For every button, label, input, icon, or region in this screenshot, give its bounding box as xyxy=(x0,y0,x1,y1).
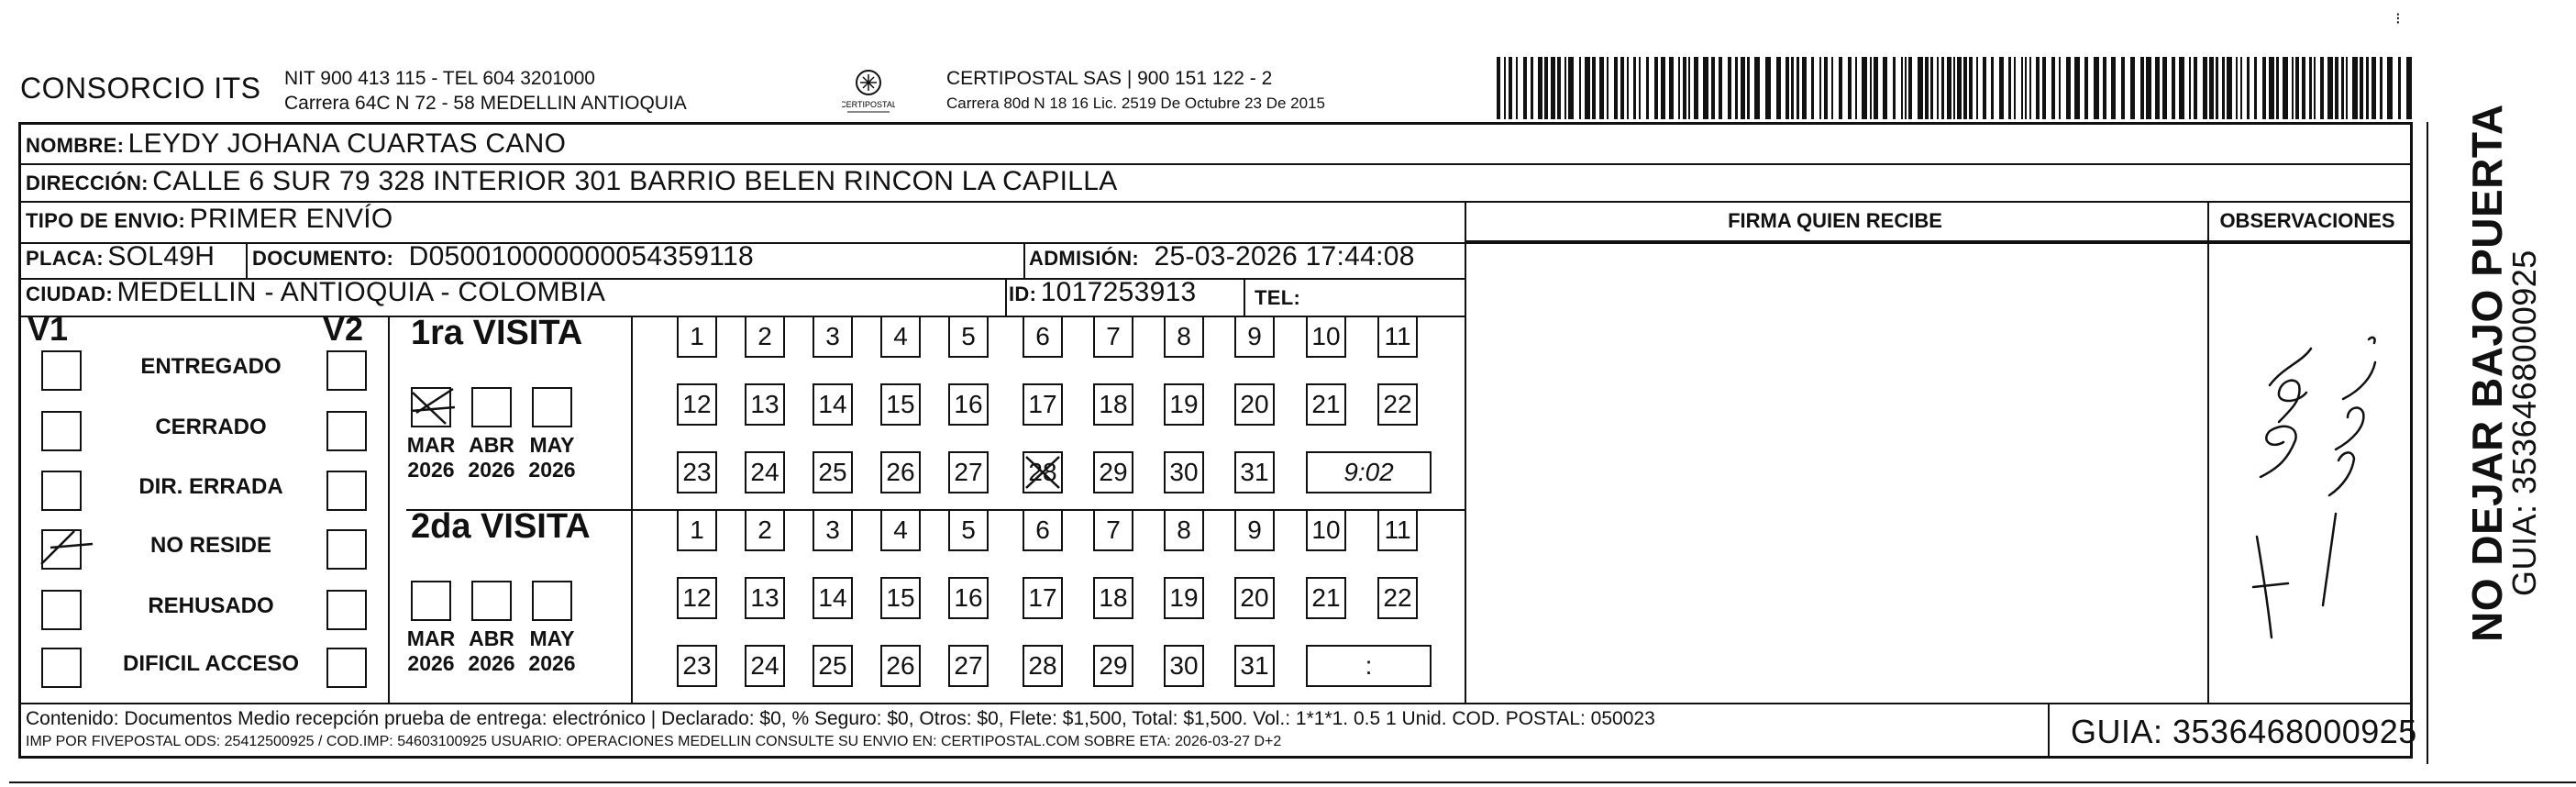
v1-checkbox[interactable] xyxy=(41,529,82,570)
day-box[interactable]: 30 xyxy=(1164,451,1204,493)
svg-text:CERTIPOSTAL: CERTIPOSTAL xyxy=(842,100,895,109)
v2-header: V2 xyxy=(323,310,364,348)
day-box[interactable]: 16 xyxy=(948,383,989,426)
day-box[interactable]: 20 xyxy=(1234,577,1275,619)
day-box[interactable]: 26 xyxy=(880,451,921,493)
day-box[interactable]: 12 xyxy=(677,577,717,619)
id-label: ID: xyxy=(1009,283,1037,305)
tel-label: TEL: xyxy=(1255,286,1301,309)
day-box[interactable]: 18 xyxy=(1093,383,1133,426)
day-box[interactable]: 22 xyxy=(1377,383,1418,426)
admision-field xyxy=(1029,241,1415,272)
company-nit: NIT 900 413 115 - TEL 604 3201000 xyxy=(284,68,595,89)
month-checkbox[interactable] xyxy=(532,387,572,427)
company-info xyxy=(284,66,687,116)
day-box[interactable]: 5 xyxy=(948,316,989,358)
day-box[interactable]: 12 xyxy=(677,383,717,426)
day-box[interactable]: 4 xyxy=(880,509,921,551)
ciudad-field xyxy=(26,277,605,308)
v2-checkbox[interactable] xyxy=(326,529,367,570)
placa-value: SOL49H xyxy=(107,241,216,272)
day-box[interactable]: 3 xyxy=(813,316,853,358)
placa-label: PLACA: xyxy=(26,247,104,270)
day-box[interactable]: 14 xyxy=(813,577,853,619)
tipo-envio-label: TIPO DE ENVIO: xyxy=(26,209,186,232)
month-label: MAR 2026 xyxy=(406,433,456,482)
day-box[interactable]: 2 xyxy=(745,509,785,551)
id-field xyxy=(1009,277,1197,308)
status-label: ENTREGADO xyxy=(140,354,282,379)
month-label: ABR 2026 xyxy=(468,626,515,675)
v1-checkbox[interactable] xyxy=(41,350,82,391)
corner-mark: ⁝ xyxy=(2395,9,2401,28)
company-address: Carrera 64C N 72 - 58 MEDELLIN ANTIOQUIA xyxy=(284,93,687,114)
cross-mark-icon xyxy=(1023,451,1063,493)
time-box[interactable]: 9:02 xyxy=(1306,451,1432,493)
nombre-label: NOMBRE: xyxy=(26,134,125,157)
side-guia: GUIA: 3536468000925 xyxy=(2505,249,2543,596)
ciudad-value: MEDELLIN - ANTIOQUIA - COLOMBIA xyxy=(116,277,606,307)
footer-contenido: Contenido: Documentos Medio recepción prueba de entrega: electrónico | Declarado: $0, % Seguro: $0, Otros: $0, Flete: $1,500, Total: $1,500. Vol.: 1*1*1. 0.5 1 Unid. COD. POSTAL: 050023 xyxy=(26,708,1655,729)
day-box[interactable]: 11 xyxy=(1377,316,1418,358)
day-box[interactable]: 7 xyxy=(1093,509,1133,551)
nombre-value: LEYDY JOHANA CUARTAS CANO xyxy=(127,128,567,159)
day-box[interactable]: 13 xyxy=(745,577,785,619)
time-box[interactable]: : xyxy=(1306,645,1432,687)
day-box[interactable]: 9 xyxy=(1234,316,1275,358)
month-checkbox[interactable] xyxy=(471,581,512,621)
day-box[interactable]: 1 xyxy=(677,316,717,358)
ciudad-label: CIUDAD: xyxy=(26,283,113,305)
visit-title: 2da VISITA xyxy=(411,507,591,546)
v1-checkbox[interactable] xyxy=(41,590,82,630)
day-box[interactable]: 30 xyxy=(1164,645,1204,687)
day-box[interactable]: 6 xyxy=(1023,316,1063,358)
status-label: CERRADO xyxy=(155,415,267,439)
postal-company-info xyxy=(946,66,1325,116)
day-box[interactable]: 23 xyxy=(677,451,717,493)
month-label: ABR 2026 xyxy=(468,433,515,482)
no-dejar-bajo-puerta: NO DEJAR BAJO PUERTA xyxy=(2463,104,2511,642)
day-box[interactable]: 17 xyxy=(1023,383,1063,426)
day-box[interactable]: 28 xyxy=(1023,451,1063,493)
documento-label: DOCUMENTO: xyxy=(252,247,394,270)
day-box[interactable]: 20 xyxy=(1234,383,1275,426)
tipo-envio-row xyxy=(26,204,393,235)
day-box[interactable]: 15 xyxy=(880,383,921,426)
admision-value: 25-03-2026 17:44:08 xyxy=(1154,241,1415,272)
day-box[interactable]: 13 xyxy=(745,383,785,426)
month-checkbox[interactable] xyxy=(471,387,512,427)
tipo-envio-value: PRIMER ENVÍO xyxy=(189,204,393,234)
day-box[interactable]: 5 xyxy=(948,509,989,551)
month-label: MAY 2026 xyxy=(528,626,576,675)
v2-checkbox[interactable] xyxy=(326,411,367,451)
day-box[interactable]: 16 xyxy=(948,577,989,619)
day-box[interactable]: 18 xyxy=(1093,577,1133,619)
day-box[interactable]: 19 xyxy=(1164,577,1204,619)
day-box[interactable]: 17 xyxy=(1023,577,1063,619)
nombre-row xyxy=(26,128,566,160)
day-box[interactable]: 27 xyxy=(948,645,989,687)
day-box[interactable]: 25 xyxy=(813,451,853,493)
day-box[interactable]: 14 xyxy=(813,383,853,426)
observaciones-header: OBSERVACIONES xyxy=(2219,209,2395,232)
month-checkbox[interactable] xyxy=(411,387,451,427)
tel-field xyxy=(1255,281,1300,312)
day-box[interactable]: 2 xyxy=(745,316,785,358)
check-mark-icon xyxy=(409,385,459,429)
firma-header: FIRMA QUIEN RECIBE xyxy=(1728,209,1942,232)
day-box[interactable]: 24 xyxy=(745,451,785,493)
v2-checkbox[interactable] xyxy=(326,471,367,511)
month-label: MAY 2026 xyxy=(528,433,576,482)
handwritten-observation xyxy=(2215,312,2398,651)
day-box[interactable]: 28 xyxy=(1023,645,1063,687)
postal-license: Carrera 80d N 18 16 Lic. 2519 De Octubre 23 De 2015 xyxy=(946,94,1325,112)
status-label: NO RESIDE xyxy=(149,533,272,558)
day-box[interactable]: 8 xyxy=(1164,316,1204,358)
barcode xyxy=(1497,57,2414,119)
check-mark-icon xyxy=(38,527,102,573)
day-box[interactable]: 8 xyxy=(1164,509,1204,551)
v2-checkbox[interactable] xyxy=(326,350,367,391)
visit-title: 1ra VISITA xyxy=(411,314,583,352)
documento-field xyxy=(252,241,754,272)
status-label: DIFICIL ACCESO xyxy=(122,651,299,676)
day-box[interactable]: 19 xyxy=(1164,383,1204,426)
admision-label: ADMISIÓN: xyxy=(1029,247,1140,270)
day-box[interactable]: 4 xyxy=(880,316,921,358)
day-box[interactable]: 3 xyxy=(813,509,853,551)
footer-guia: GUIA: 3536468000925 xyxy=(2071,713,2417,750)
v1-header: V1 xyxy=(28,310,69,348)
day-box[interactable]: 22 xyxy=(1377,577,1418,619)
day-box[interactable]: 10 xyxy=(1306,316,1346,358)
footer-imp: IMP POR FIVEPOSTAL ODS: 25412500925 / COD.IMP: 54603100925 USUARIO: OPERACIONES MEDELLIN CONSULTE SU ENVIO EN: CERTIPOSTAL.COM SOBRE ETA: 2026-03-27 D+2 xyxy=(26,734,1282,749)
status-label: DIR. ERRADA xyxy=(138,474,283,499)
day-box[interactable]: 29 xyxy=(1093,645,1133,687)
v2-checkbox[interactable] xyxy=(326,648,367,688)
day-box[interactable]: 6 xyxy=(1023,509,1063,551)
day-box[interactable]: 31 xyxy=(1234,645,1275,687)
month-label: MAR 2026 xyxy=(406,626,456,675)
v2-checkbox[interactable] xyxy=(326,590,367,630)
documento-value: D050010000000054359118 xyxy=(408,241,755,272)
day-box[interactable]: 26 xyxy=(880,645,921,687)
day-box[interactable]: 21 xyxy=(1306,577,1346,619)
day-box[interactable]: 1 xyxy=(677,509,717,551)
day-box[interactable]: 10 xyxy=(1306,509,1346,551)
certipostal-logo xyxy=(842,67,895,116)
status-label: REHUSADO xyxy=(148,593,274,618)
company-name: CONSORCIO ITS xyxy=(20,72,261,105)
placa-field xyxy=(26,241,215,272)
day-box[interactable]: 29 xyxy=(1093,451,1133,493)
v1-checkbox[interactable] xyxy=(41,648,82,688)
day-box[interactable]: 25 xyxy=(813,645,853,687)
direccion-value: CALLE 6 SUR 79 328 INTERIOR 301 BARRIO BELEN RINCON LA CAPILLA xyxy=(152,166,1118,196)
direccion-row xyxy=(26,166,1118,197)
day-box[interactable]: 15 xyxy=(880,577,921,619)
v1-checkbox[interactable] xyxy=(41,471,82,511)
day-box[interactable]: 21 xyxy=(1306,383,1346,426)
day-box[interactable]: 7 xyxy=(1093,316,1133,358)
day-box[interactable]: 27 xyxy=(948,451,989,493)
day-box[interactable]: 11 xyxy=(1377,509,1418,551)
day-box[interactable]: 31 xyxy=(1234,451,1275,493)
day-box[interactable]: 9 xyxy=(1234,509,1275,551)
postal-company-name: CERTIPOSTAL SAS | 900 151 122 - 2 xyxy=(946,68,1273,89)
id-value: 1017253913 xyxy=(1040,277,1197,307)
direccion-label: DIRECCIÓN: xyxy=(26,172,149,194)
month-checkbox[interactable] xyxy=(411,581,451,621)
month-checkbox[interactable] xyxy=(532,581,572,621)
day-box[interactable]: 24 xyxy=(745,645,785,687)
v1-checkbox[interactable] xyxy=(41,411,82,451)
day-box[interactable]: 23 xyxy=(677,645,717,687)
